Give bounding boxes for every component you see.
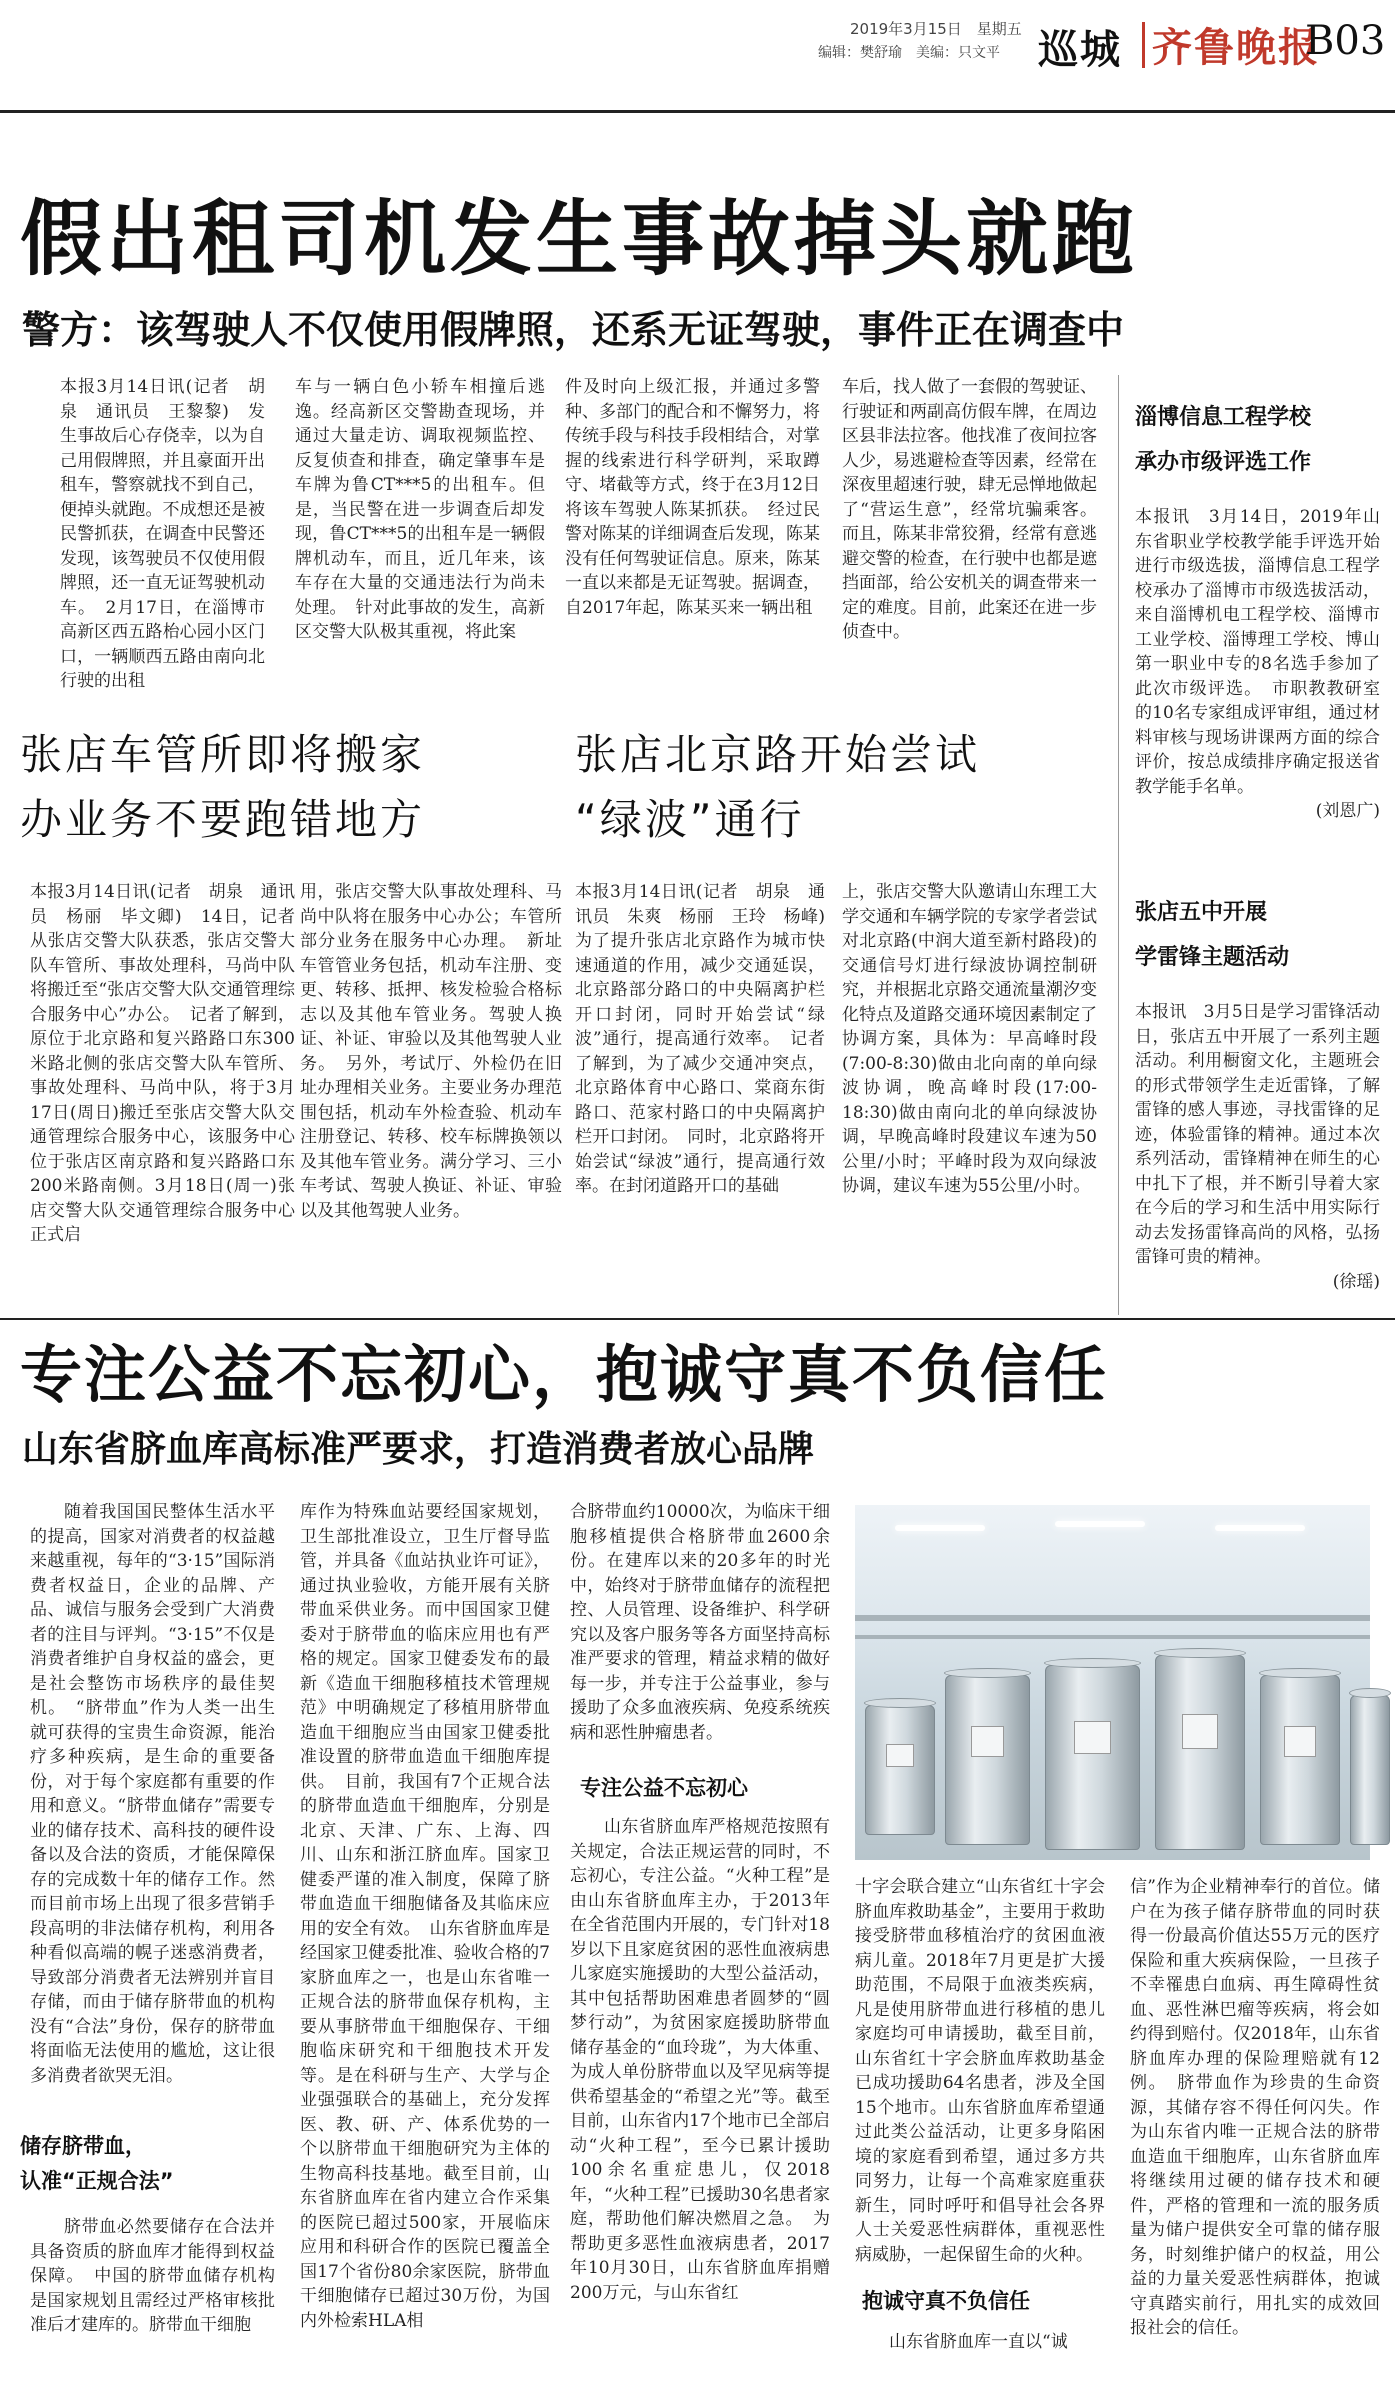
story1-column-1: 本报3月14日讯(记者 胡泉 通讯员 王黎黎) 发生事故后心存侥幸，以为自己用假牌照，并且豪面开出租车，警察就找不到自己，便掉头就跑。不成想还是被民警抓获，在调查中民警还发现，该驾驶员不仅使用假牌照，还一直无证驾驶机动车。 2月17日，在淄博市高新区西五路枱心园小区门口，一辆顺西五路由南向北行驶的出租: [60, 377, 265, 691]
story4-headline: 专注公益不忘初心，抱诚守真不负信任: [20, 1338, 1109, 1411]
page-number: B03: [1305, 18, 1386, 64]
story4-column-5: 信”作为企业精神奉行的首位。储户在为孩子储存脐带血的同时获得一份最高价值达55万元的医疗保险和重大疾病保险，一旦孩子不幸罹患白血病、再生障碍性贫血、恶性淋巴瘤等疾病，将会如约得到赔付。仅2018年，山东省脐血库办理的保险理赔就有12例。 脐带血作为珍贵的生命资源，其储存容不得任何闪失。作为山东省内唯一正规合法的脐带血造血干细胞库，山东省脐血库将继续用过硬的储存技术和硬件，严格的管理和一流的服务质量为储户提供安全可靠的储存服务，时刻维护储户的权益，用公益的力量关爱恶性病群体，抱诚守真踏实前行，用扎实的成效回报社会的信任。: [1130, 1877, 1380, 2338]
story1-headline: 假出租司机发生事故掉头就跑: [20, 192, 1139, 287]
editor-credits: 编辑：樊舒瑜 美编：只文平: [818, 45, 1000, 61]
issue-date: 2019年3月15日 星期五: [850, 20, 1022, 38]
sidebar2-headline-line1: 张店五中开展: [1135, 900, 1268, 925]
section-name: 巡城: [1038, 27, 1122, 73]
story4-subheading-1-line2: 认准“正规合法”: [20, 2169, 174, 2193]
story1-subhead: 警方：该驾驶人不仅使用假牌照，还系无证驾驶，事件正在调查中: [22, 308, 1125, 352]
sidebar2-body: 本报讯 3月5日是学习雷锋活动日，张店五中开展了一系列主题活动。利用橱窗文化，主题班会的形式带领学生走近雷锋，了解雷锋的感人事迹，寻找雷锋的足迹，体验雷锋的精神。通过本次系列活动，雷锋精神在师生的心中扎下了根，并不断引导着大家在今后的学习和生活中用实际行动去发扬雷锋高尚的风格，弘扬雷锋可贵的精神。 (徐瑶): [1135, 1002, 1380, 1292]
story2-column-2: 用，张店交警大队事故处理科、马尚中队将在服务中心办公；车管所部分业务在服务中心办理。 新址车管管业务包括，机动车注册、变更、转移、抵押、核发检验合格标志以及其他车管业务。驾驶人换证、补证、审验以及其他驾驶人业务。 另外，考试厅、外检仍在旧址办理相关业务。主要业务办理范围包括，机动车外检查验、机动车注册登记、转移、校车标牌换领以及其他车管业务。满分学习、三小车考试、驾驶人换证、补证、审验以及其他驾驶人业务。: [300, 882, 562, 1221]
sidebar1-body: 本报讯 3月14日，2019年山东省职业学校教学能手评选开始进行市级选拔，淄博信息工程学校承办了淄博市市级选拔活动，来自淄博机电工程学校、淄博市工业学校、淄博理工学校、博山第一职业中专的8名选手参加了此次市级评选。 市职教教研室的10名专家组成评审组，通过材料审核与现场讲课两方面的综合评价，按总成绩排序确定报送省教学能手名单。 (刘恩广): [1135, 507, 1380, 821]
story3-headline-line2: “绿波”通行: [575, 795, 805, 844]
story3-headline-line1: 张店北京路开始尝试: [575, 730, 981, 779]
story4-column-4: 十字会联合建立“山东省红十字会脐血库救助基金”，主要用于救助接受脐带血移植治疗的贫困血液病儿童。2018年7月更是扩大援助范围，不局限于血液类疾病，凡是使用脐带血进行移植的患儿家庭均可申请援助，截至目前，山东省红十字会脐血库救助基金已成功援助64名患者，涉及全国15个地市。山东省脐血库希望通过此类公益活动，让更多身陷困境的家庭看到希望，通过多方共同努力，让每一个高难家庭重获新生，同时呼吁和倡导社会各界人士关爱恶性病群体，重视恶性病威胁，一起保留生命的火种。: [855, 1877, 1105, 2265]
story4-subheading-1-line1: 储存脐带血，: [20, 2134, 146, 2158]
cord-blood-bank-photo: [855, 1505, 1370, 1860]
story2-headline-line2: 办业务不要跑错地方: [20, 795, 426, 844]
story2-column-1: 本报3月14日讯(记者 胡泉 通讯员 杨丽 毕文卿) 14日，记者从张店交警大队获悉，张店交警大队车管所、事故处理科，马尚中队将搬迁至“张店交警大队交通管理综合服务中心”办公。 记者了解到，原位于北京路和复兴路路口东300米路北侧的张店交警大队车管所、事故处理科、马尚中队，将于3月17日(周日)搬迁至张店交警大队交通管理综合服务中心，该服务中心位于张店区南京路和复兴路路口东200米路南侧。3月18日(周一)张店交警大队交通管理综合服务中心正式启: [30, 882, 295, 1245]
story1-column-2: 车与一辆白色小轿车相撞后逃逸。经高新区交警勘查现场，并通过大量走访、调取视频监控、反复侦查和排查，确定肇事车是车牌为鲁CT***5的出租车。但是，当民警在进一步调查后却发现，鲁CT***5的出租车是一辆假牌机动车，而且，近几年来，该车存在大量的交通违法行为尚未处理。 针对此事故的发生，高新区交警大队极其重视，将此案: [295, 377, 545, 642]
sidebar1-headline-line1: 淄博信息工程学校: [1135, 405, 1312, 430]
section-rule: [0, 1318, 1395, 1320]
story1-column-3: 件及时向上级汇报，并通过多警种、多部门的配合和不懈努力，将传统手段与科技手段相结合，对掌握的线索进行科学研判，采取蹲守、堵截等方式，终于在3月12日将该车驾驶人陈某抓获。 经过民警对陈某的详细调查后发现，陈某没有任何驾驶证信息。原来，陈某一直以来都是无证驾驶。据调查，自2017年起，陈某买来一辆出租: [565, 377, 820, 618]
story4-subhead: 山东省脐血库高标准严要求，打造消费者放心品牌: [22, 1429, 815, 1470]
story3-column-2: 上，张店交警大队邀请山东理工大学交通和车辆学院的专家学者尝试对北京路(中润大道至新村路段)的交通信号灯进行绿波协调控制研究，并根据北京路交通流量潮汐变化特点及道路交通环境因素制定了协调方案，具体为：早高峰时段(7:00-8:30)做由北向南的单向绿波协调，晚高峰时段(17:00-18:30)做由南向北的单向绿波协调，早晚高峰时段建议车速为50公里/小时；平峰时段为双向绿波协调，建议车速为55公里/小时。: [842, 882, 1097, 1196]
header-rule: [0, 110, 1395, 113]
story4-column-3b: 山东省脐血库严格规范按照有关规定，合法正规运营的同时，不忘初心，专注公益。“火种工程”是由山东省脐血库主办，于2013年在全省范围内开展的，专门针对18岁以下且家庭贫困的恶性血液病患儿家庭实施援助的大型公益活动，其中包括帮助困难患者圆梦的“圆梦行动”，为贫困家庭援助脐带血储存基金的“血玲珑”，为大体重、为成人单份脐带血以及罕见病等提供希望基金的“希望之光”等。截至目前，山东省内17个地市已全部启动“火种工程”，至今已累计援助100余名重症患儿，仅2018年，“火种工程”已援助30名患者家庭，帮助他们解决燃眉之急。 为帮助更多恶性血液病患者，2017年10月30日，山东省脐血库捐赠200万元，与山东省红: [570, 1817, 831, 2303]
story1-column-4: 车后，找人做了一套假的驾驶证、行驶证和两副高仿假车牌，在周边区县非法拉客。他找准了夜间拉客人少，易逃避检查等因素，经常在深夜里超速行驶，肆无忌惮地做起了“营运生意”，经常坑骗乘客。而且，陈某非常狡猾，经常有意逃避交警的检查，在行驶中也都是遮挡面部，给公安机关的调查带来一定的难度。目前，此案还在进一步侦查中。: [842, 377, 1097, 642]
sidebar2-headline-line2: 学雷锋主题活动: [1135, 945, 1290, 970]
story4-subheading-3: 抱诚守真不负信任: [862, 2289, 1030, 2313]
story4-column-4b: 山东省脐血库一直以“诚: [889, 2332, 1068, 2352]
newspaper-logo: 齐鲁晚报: [1152, 24, 1320, 71]
story4-subheading-2: 专注公益不忘初心: [580, 1776, 748, 1800]
sidebar1-headline-line2: 承办市级评选工作: [1135, 450, 1312, 475]
header-separator: [1142, 22, 1145, 68]
story3-column-1: 本报3月14日讯(记者 胡泉 通讯员 朱爽 杨丽 王玲 杨峰) 为了提升张店北京路作为城市快速通道的作用，减少交通延误，北京路部分路口的中央隔离护栏开口封闭，同时开始尝试“绿波”通行，提高通行效率。 记者了解到，为了减少交通冲突点，北京路体育中心路口、棠商东街路口、范家村路口的中央隔离护栏开口封闭。 同时，北京路将开始尝试“绿波”通行，提高通行效率。在封闭道路开口的基础: [575, 882, 842, 1196]
story4-column-1b: 脐带血必然要储存在合法并具备资质的脐血库才能得到权益保障。 中国的脐带血储存机构是国家规划且需经过严格审核批准后才建库的。脐带血干细胞: [30, 2217, 275, 2335]
story2-headline-line1: 张店车管所即将搬家: [20, 730, 426, 779]
sidebar-divider: [1118, 375, 1119, 1315]
story4-column-2: 库作为特殊血站要经国家规划，卫生部批准设立，卫生厅督导监管，并具备《血站执业许可证》，通过执业验收，方能开展有关脐带血采供业务。而中国国家卫健委对于脐带血的临床应用也有严格的规定。国家卫健委发布的最新《造血干细胞移植技术管理规范》中明确规定了移植用脐带血造血干细胞应当由国家卫健委批准设置的脐带血造血干细胞库提供。 目前，我国有7个正规合法的脐带血造血干细胞库，分别是北京、天津、广东、上海、四川、山东和浙江脐血库。国家卫健委严谨的准入制度，保障了脐带血造血干细胞储备及其临床应用的安全有效。 山东省脐血库是经国家卫健委批准、验收合格的7家脐血库之一，也是山东省唯一正规合法的脐带血保存机构，主要从事脐带血干细胞保存、干细胞临床研究和干细胞技术开发等。是在科研与生产、大学与企业强强联合的基础上，充分发挥医、教、研、产、体系优势的一个以脐带血干细胞研究为主体的生物高科技基地。截至目前，山东省脐血库在省内建立合作采集的医院已超过500家，开展临床应用和科研合作的医院已覆盖全国17个省份80余家医院，脐带血干细胞储存已超过30万份，为国内外检索HLA相: [300, 1502, 550, 2331]
story4-column-3a: 合脐带血约10000次，为临床干细胞移植提供合格脐带血2600余份。在建库以来的20多年的时光中，始终对于脐带血储存的流程把控、人员管理、设备维护、科学研究以及客户服务等各方面坚持高标准严要求的管理，精益求精的做好每一步，并专注于公益事业，参与援助了众多血液疾病、免疫系统疾病和恶性肿瘤患者。: [570, 1502, 830, 1743]
story4-column-1a: 随着我国国民整体生活水平的提高，国家对消费者的权益越来越重视，每年的“3·15”国际消费者权益日，企业的品牌、产品、诚信与服务会受到广大消费者的注目与评判。“3·15”不仅是消费者维护自身权益的盛会，更是社会整饬市场秩序的最佳契机。 “脐带血”作为人类一出生就可获得的宝贵生命资源，能治疗多种疾病，是生命的重要备份，对于每个家庭都有重要的作用和意义。“脐带血储存”需要专业的储存技术、高科技的硬件设备以及合法的资质，才能保障保存的完成数十年的储存工作。然而目前市场上出现了很多营销手段高明的非法储存机构，利用各种看似高端的幌子迷惑消费者，导致部分消费者无法辨别并盲目存储，而由于储存脐带血的机构没有“合法”身份，保存的脐带血将面临无法使用的尴尬，这让很多消费者欲哭无泪。: [30, 1502, 275, 2086]
